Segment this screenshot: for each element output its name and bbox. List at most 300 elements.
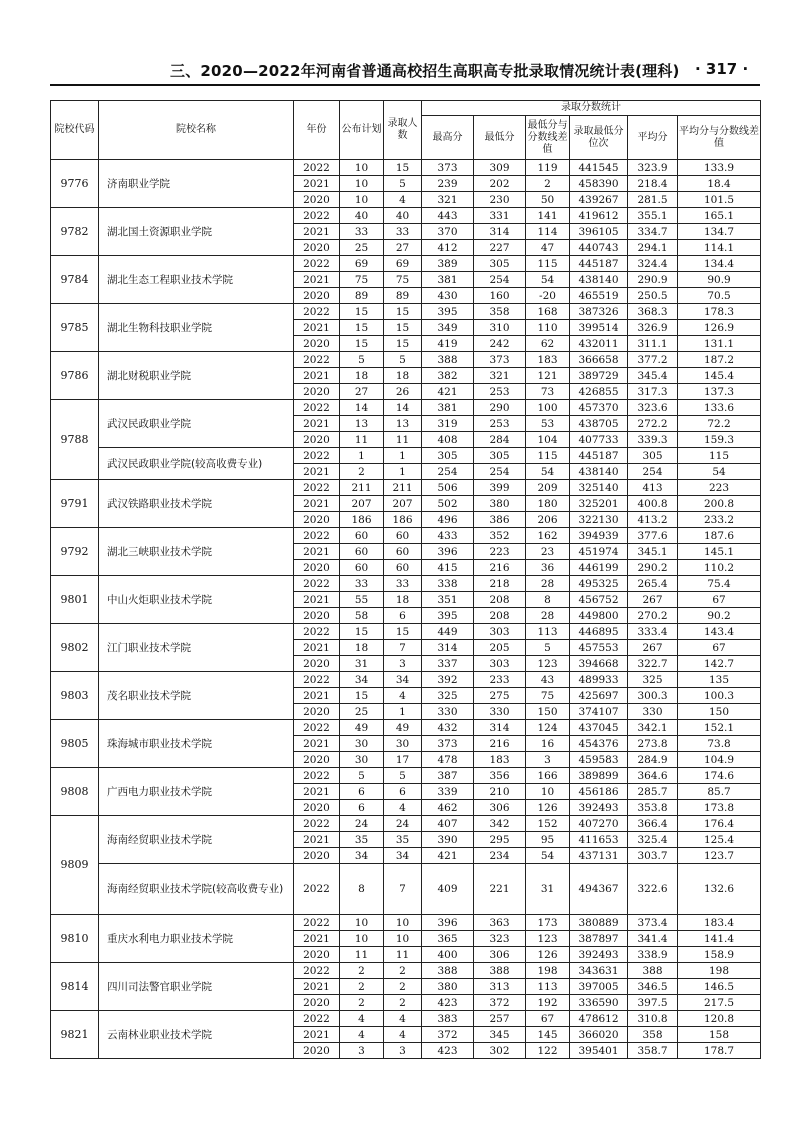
cell-avg-diff: 85.7 xyxy=(678,784,761,800)
cell-avg-diff: 217.5 xyxy=(678,995,761,1011)
cell-min-diff: 113 xyxy=(526,624,570,640)
cell-admit: 33 xyxy=(384,576,422,592)
cell-min: 373 xyxy=(474,352,526,368)
cell-min-diff: 126 xyxy=(526,800,570,816)
cell-plan: 6 xyxy=(340,784,384,800)
cell-plan: 5 xyxy=(340,768,384,784)
cell-year: 2022 xyxy=(294,256,340,272)
cell-max: 423 xyxy=(422,995,474,1011)
cell-min: 306 xyxy=(474,800,526,816)
cell-avg-diff: 187.2 xyxy=(678,352,761,368)
school-name: 茂名职业技术学院 xyxy=(99,672,294,720)
cell-rank: 387897 xyxy=(570,931,628,947)
cell-plan: 11 xyxy=(340,432,384,448)
cell-min: 342 xyxy=(474,816,526,832)
cell-avg-diff: 159.3 xyxy=(678,432,761,448)
col-header-name: 院校名称 xyxy=(99,101,294,160)
cell-rank: 366658 xyxy=(570,352,628,368)
cell-plan: 60 xyxy=(340,560,384,576)
cell-avg-diff: 100.3 xyxy=(678,688,761,704)
cell-min-diff: 75 xyxy=(526,688,570,704)
cell-plan: 4 xyxy=(340,1011,384,1027)
cell-year: 2021 xyxy=(294,368,340,384)
table-row xyxy=(51,352,761,368)
cell-min-diff: 3 xyxy=(526,752,570,768)
cell-year: 2022 xyxy=(294,720,340,736)
cell-plan: 1 xyxy=(340,448,384,464)
col-header-avg: 平均分 xyxy=(628,116,678,160)
cell-year: 2022 xyxy=(294,816,340,832)
cell-avg-diff: 133.9 xyxy=(678,160,761,176)
cell-min: 399 xyxy=(474,480,526,496)
cell-admit: 4 xyxy=(384,1011,422,1027)
cell-min: 306 xyxy=(474,947,526,963)
cell-admit: 15 xyxy=(384,304,422,320)
cell-plan: 30 xyxy=(340,752,384,768)
cell-admit: 4 xyxy=(384,800,422,816)
cell-max: 462 xyxy=(422,800,474,816)
cell-min-diff: 54 xyxy=(526,272,570,288)
cell-rank: 325201 xyxy=(570,496,628,512)
cell-max: 319 xyxy=(422,416,474,432)
cell-admit: 10 xyxy=(384,915,422,931)
cell-plan: 55 xyxy=(340,592,384,608)
cell-year: 2020 xyxy=(294,800,340,816)
cell-max: 373 xyxy=(422,160,474,176)
cell-max: 387 xyxy=(422,768,474,784)
school-code: 9786 xyxy=(51,352,99,400)
cell-max: 430 xyxy=(422,288,474,304)
cell-admit: 60 xyxy=(384,560,422,576)
cell-avg: 339.3 xyxy=(628,432,678,448)
cell-avg: 338.9 xyxy=(628,947,678,963)
cell-min-diff: -20 xyxy=(526,288,570,304)
page-header xyxy=(0,58,800,82)
cell-avg: 285.7 xyxy=(628,784,678,800)
cell-min-diff: 115 xyxy=(526,448,570,464)
cell-plan: 35 xyxy=(340,832,384,848)
cell-plan: 30 xyxy=(340,736,384,752)
cell-admit: 34 xyxy=(384,848,422,864)
school-name: 海南经贸职业技术学院 xyxy=(99,816,294,864)
cell-avg: 325 xyxy=(628,672,678,688)
cell-plan: 3 xyxy=(340,1043,384,1059)
table-row xyxy=(51,864,761,915)
cell-rank: 397005 xyxy=(570,979,628,995)
cell-avg: 267 xyxy=(628,640,678,656)
cell-plan: 34 xyxy=(340,672,384,688)
cell-plan: 60 xyxy=(340,528,384,544)
cell-min-diff: 119 xyxy=(526,160,570,176)
cell-max: 392 xyxy=(422,672,474,688)
cell-avg: 345.4 xyxy=(628,368,678,384)
cell-admit: 3 xyxy=(384,656,422,672)
cell-avg: 330 xyxy=(628,704,678,720)
cell-min: 216 xyxy=(474,560,526,576)
table-row xyxy=(51,160,761,176)
cell-min-diff: 152 xyxy=(526,816,570,832)
cell-avg: 400.8 xyxy=(628,496,678,512)
cell-max: 396 xyxy=(422,915,474,931)
cell-avg-diff: 174.6 xyxy=(678,768,761,784)
cell-min-diff: 53 xyxy=(526,416,570,432)
col-header-min-rank: 录取最低分位次 xyxy=(570,116,628,160)
cell-avg: 373.4 xyxy=(628,915,678,931)
cell-avg-diff: 70.5 xyxy=(678,288,761,304)
cell-rank: 394668 xyxy=(570,656,628,672)
cell-rank: 437045 xyxy=(570,720,628,736)
cell-avg-diff: 90.9 xyxy=(678,272,761,288)
school-code: 9809 xyxy=(51,816,99,915)
cell-avg-diff: 198 xyxy=(678,963,761,979)
cell-avg-diff: 134.4 xyxy=(678,256,761,272)
cell-max: 502 xyxy=(422,496,474,512)
cell-plan: 75 xyxy=(340,272,384,288)
school-name: 武汉铁路职业技术学院 xyxy=(99,480,294,528)
cell-year: 2021 xyxy=(294,784,340,800)
cell-avg: 345.1 xyxy=(628,544,678,560)
cell-plan: 10 xyxy=(340,915,384,931)
cell-min-diff: 183 xyxy=(526,352,570,368)
cell-max: 412 xyxy=(422,240,474,256)
cell-min-diff: 67 xyxy=(526,1011,570,1027)
cell-min-diff: 28 xyxy=(526,608,570,624)
cell-rank: 494367 xyxy=(570,864,628,915)
cell-plan: 60 xyxy=(340,544,384,560)
cell-max: 478 xyxy=(422,752,474,768)
cell-admit: 30 xyxy=(384,736,422,752)
school-name: 湖北生态工程职业技术学院 xyxy=(99,256,294,304)
cell-max: 314 xyxy=(422,640,474,656)
cell-year: 2021 xyxy=(294,736,340,752)
cell-admit: 2 xyxy=(384,979,422,995)
cell-avg-diff: 178.3 xyxy=(678,304,761,320)
cell-rank: 387326 xyxy=(570,304,628,320)
cell-admit: 75 xyxy=(384,272,422,288)
cell-rank: 465519 xyxy=(570,288,628,304)
cell-rank: 495325 xyxy=(570,576,628,592)
cell-plan: 27 xyxy=(340,384,384,400)
cell-rank: 440743 xyxy=(570,240,628,256)
header-rule xyxy=(50,84,760,86)
cell-admit: 13 xyxy=(384,416,422,432)
cell-plan: 69 xyxy=(340,256,384,272)
col-header-code: 院校代码 xyxy=(51,101,99,160)
cell-max: 305 xyxy=(422,448,474,464)
cell-admit: 17 xyxy=(384,752,422,768)
cell-admit: 18 xyxy=(384,592,422,608)
school-name: 中山火炬职业技术学院 xyxy=(99,576,294,624)
cell-max: 381 xyxy=(422,400,474,416)
cell-year: 2022 xyxy=(294,768,340,784)
cell-min-diff: 16 xyxy=(526,736,570,752)
cell-min: 234 xyxy=(474,848,526,864)
cell-min-diff: 162 xyxy=(526,528,570,544)
cell-year: 2021 xyxy=(294,464,340,480)
school-name: 四川司法警官职业学院 xyxy=(99,963,294,1011)
cell-min-diff: 95 xyxy=(526,832,570,848)
cell-avg: 284.9 xyxy=(628,752,678,768)
cell-year: 2021 xyxy=(294,272,340,288)
cell-min: 242 xyxy=(474,336,526,352)
cell-min: 160 xyxy=(474,288,526,304)
cell-min: 380 xyxy=(474,496,526,512)
cell-plan: 18 xyxy=(340,368,384,384)
col-header-min-diff: 最低分与分数线差值 xyxy=(526,116,570,160)
cell-min: 303 xyxy=(474,624,526,640)
cell-plan: 2 xyxy=(340,995,384,1011)
cell-max: 395 xyxy=(422,608,474,624)
cell-min-diff: 192 xyxy=(526,995,570,1011)
cell-min: 330 xyxy=(474,704,526,720)
cell-min: 356 xyxy=(474,768,526,784)
cell-avg-diff: 200.8 xyxy=(678,496,761,512)
cell-max: 351 xyxy=(422,592,474,608)
cell-min: 205 xyxy=(474,640,526,656)
cell-admit: 6 xyxy=(384,608,422,624)
cell-max: 325 xyxy=(422,688,474,704)
cell-avg-diff: 146.5 xyxy=(678,979,761,995)
cell-min-diff: 173 xyxy=(526,915,570,931)
cell-min: 331 xyxy=(474,208,526,224)
cell-avg: 377.2 xyxy=(628,352,678,368)
cell-rank: 389899 xyxy=(570,768,628,784)
cell-year: 2022 xyxy=(294,160,340,176)
cell-rank: 457370 xyxy=(570,400,628,416)
cell-min: 323 xyxy=(474,931,526,947)
cell-rank: 392493 xyxy=(570,800,628,816)
cell-avg: 290.9 xyxy=(628,272,678,288)
cell-avg-diff: 125.4 xyxy=(678,832,761,848)
cell-avg-diff: 137.3 xyxy=(678,384,761,400)
cell-max: 339 xyxy=(422,784,474,800)
cell-min: 227 xyxy=(474,240,526,256)
cell-admit: 35 xyxy=(384,832,422,848)
cell-avg-diff: 158.9 xyxy=(678,947,761,963)
cell-plan: 4 xyxy=(340,1027,384,1043)
cell-max: 390 xyxy=(422,832,474,848)
cell-max: 388 xyxy=(422,352,474,368)
cell-plan: 2 xyxy=(340,464,384,480)
cell-year: 2022 xyxy=(294,576,340,592)
school-code: 9810 xyxy=(51,915,99,963)
cell-avg: 358.7 xyxy=(628,1043,678,1059)
cell-min-diff: 166 xyxy=(526,768,570,784)
cell-admit: 26 xyxy=(384,384,422,400)
cell-min: 314 xyxy=(474,720,526,736)
cell-max: 400 xyxy=(422,947,474,963)
cell-rank: 407270 xyxy=(570,816,628,832)
cell-admit: 89 xyxy=(384,288,422,304)
cell-avg-diff: 145.1 xyxy=(678,544,761,560)
cell-avg: 305 xyxy=(628,448,678,464)
cell-min: 352 xyxy=(474,528,526,544)
cell-avg-diff: 142.7 xyxy=(678,656,761,672)
cell-min: 302 xyxy=(474,1043,526,1059)
school-name: 广西电力职业技术学院 xyxy=(99,768,294,816)
cell-rank: 451974 xyxy=(570,544,628,560)
cell-plan: 18 xyxy=(340,640,384,656)
cell-admit: 2 xyxy=(384,963,422,979)
cell-avg: 250.5 xyxy=(628,288,678,304)
cell-max: 321 xyxy=(422,192,474,208)
school-name: 济南职业学院 xyxy=(99,160,294,208)
cell-avg: 334.7 xyxy=(628,224,678,240)
cell-plan: 40 xyxy=(340,208,384,224)
cell-min-diff: 141 xyxy=(526,208,570,224)
cell-plan: 25 xyxy=(340,240,384,256)
cell-avg: 358 xyxy=(628,1027,678,1043)
cell-max: 382 xyxy=(422,368,474,384)
cell-min-diff: 124 xyxy=(526,720,570,736)
cell-max: 373 xyxy=(422,736,474,752)
cell-admit: 49 xyxy=(384,720,422,736)
cell-year: 2021 xyxy=(294,176,340,192)
cell-min: 275 xyxy=(474,688,526,704)
cell-avg: 273.8 xyxy=(628,736,678,752)
cell-year: 2022 xyxy=(294,1011,340,1027)
school-code: 9803 xyxy=(51,672,99,720)
cell-year: 2022 xyxy=(294,480,340,496)
cell-rank: 454376 xyxy=(570,736,628,752)
cell-rank: 489933 xyxy=(570,672,628,688)
col-header-min: 最低分 xyxy=(474,116,526,160)
cell-avg: 303.7 xyxy=(628,848,678,864)
school-code: 9808 xyxy=(51,768,99,816)
cell-admit: 34 xyxy=(384,672,422,688)
cell-rank: 437131 xyxy=(570,848,628,864)
cell-year: 2021 xyxy=(294,640,340,656)
cell-plan: 211 xyxy=(340,480,384,496)
cell-min-diff: 123 xyxy=(526,656,570,672)
school-name: 珠海城市职业技术学院 xyxy=(99,720,294,768)
cell-admit: 211 xyxy=(384,480,422,496)
cell-plan: 15 xyxy=(340,320,384,336)
cell-max: 389 xyxy=(422,256,474,272)
cell-year: 2020 xyxy=(294,240,340,256)
cell-plan: 10 xyxy=(340,160,384,176)
cell-avg: 254 xyxy=(628,464,678,480)
cell-min: 305 xyxy=(474,448,526,464)
cell-max: 388 xyxy=(422,963,474,979)
table-row xyxy=(51,768,761,784)
cell-max: 338 xyxy=(422,576,474,592)
cell-admit: 40 xyxy=(384,208,422,224)
cell-year: 2020 xyxy=(294,336,340,352)
table-row xyxy=(51,400,761,416)
cell-avg-diff: 110.2 xyxy=(678,560,761,576)
cell-plan: 10 xyxy=(340,176,384,192)
school-code: 9776 xyxy=(51,160,99,208)
cell-max: 408 xyxy=(422,432,474,448)
cell-admit: 69 xyxy=(384,256,422,272)
table-row xyxy=(51,576,761,592)
cell-year: 2021 xyxy=(294,320,340,336)
col-header-avg-diff: 平均分与分数线差值 xyxy=(678,116,761,160)
cell-min-diff: 62 xyxy=(526,336,570,352)
cell-min: 310 xyxy=(474,320,526,336)
cell-admit: 7 xyxy=(384,864,422,915)
school-name: 重庆水利电力职业技术学院 xyxy=(99,915,294,963)
cell-plan: 89 xyxy=(340,288,384,304)
cell-rank: 459583 xyxy=(570,752,628,768)
table-row xyxy=(51,528,761,544)
cell-avg-diff: 233.2 xyxy=(678,512,761,528)
cell-avg: 353.8 xyxy=(628,800,678,816)
cell-min: 363 xyxy=(474,915,526,931)
cell-plan: 15 xyxy=(340,336,384,352)
cell-min-diff: 113 xyxy=(526,979,570,995)
school-code: 9792 xyxy=(51,528,99,576)
cell-admit: 60 xyxy=(384,528,422,544)
cell-avg-diff: 123.7 xyxy=(678,848,761,864)
cell-min: 388 xyxy=(474,963,526,979)
cell-rank: 394939 xyxy=(570,528,628,544)
cell-min: 210 xyxy=(474,784,526,800)
cell-year: 2022 xyxy=(294,304,340,320)
cell-avg: 325.4 xyxy=(628,832,678,848)
cell-min: 230 xyxy=(474,192,526,208)
col-header-plan: 公布计划 xyxy=(340,101,384,160)
table-row xyxy=(51,256,761,272)
cell-min-diff: 5 xyxy=(526,640,570,656)
cell-min: 345 xyxy=(474,1027,526,1043)
cell-plan: 2 xyxy=(340,963,384,979)
school-name: 湖北三峡职业技术学院 xyxy=(99,528,294,576)
cell-max: 443 xyxy=(422,208,474,224)
school-code: 9805 xyxy=(51,720,99,768)
cell-min-diff: 150 xyxy=(526,704,570,720)
cell-avg: 323.6 xyxy=(628,400,678,416)
table-row xyxy=(51,624,761,640)
cell-year: 2022 xyxy=(294,672,340,688)
cell-year: 2022 xyxy=(294,864,340,915)
cell-min-diff: 100 xyxy=(526,400,570,416)
cell-min: 233 xyxy=(474,672,526,688)
cell-rank: 343631 xyxy=(570,963,628,979)
cell-admit: 2 xyxy=(384,995,422,1011)
table-row xyxy=(51,816,761,832)
cell-plan: 15 xyxy=(340,624,384,640)
cell-year: 2020 xyxy=(294,752,340,768)
cell-year: 2021 xyxy=(294,592,340,608)
table-body xyxy=(51,160,761,1059)
cell-min-diff: 121 xyxy=(526,368,570,384)
cell-min: 253 xyxy=(474,384,526,400)
cell-year: 2020 xyxy=(294,1043,340,1059)
cell-admit: 4 xyxy=(384,688,422,704)
cell-avg: 310.8 xyxy=(628,1011,678,1027)
cell-avg-diff: 176.4 xyxy=(678,816,761,832)
cell-max: 421 xyxy=(422,384,474,400)
cell-max: 506 xyxy=(422,480,474,496)
school-name: 湖北国土资源职业学院 xyxy=(99,208,294,256)
col-header-max: 最高分 xyxy=(422,116,474,160)
cell-min: 253 xyxy=(474,416,526,432)
cell-year: 2022 xyxy=(294,624,340,640)
cell-plan: 33 xyxy=(340,576,384,592)
school-code: 9801 xyxy=(51,576,99,624)
cell-min: 208 xyxy=(474,592,526,608)
cell-avg-diff: 165.1 xyxy=(678,208,761,224)
cell-avg: 413 xyxy=(628,480,678,496)
cell-year: 2022 xyxy=(294,963,340,979)
cell-year: 2020 xyxy=(294,288,340,304)
school-name: 江门职业技术学院 xyxy=(99,624,294,672)
cell-rank: 478612 xyxy=(570,1011,628,1027)
cell-year: 2022 xyxy=(294,400,340,416)
cell-plan: 6 xyxy=(340,800,384,816)
